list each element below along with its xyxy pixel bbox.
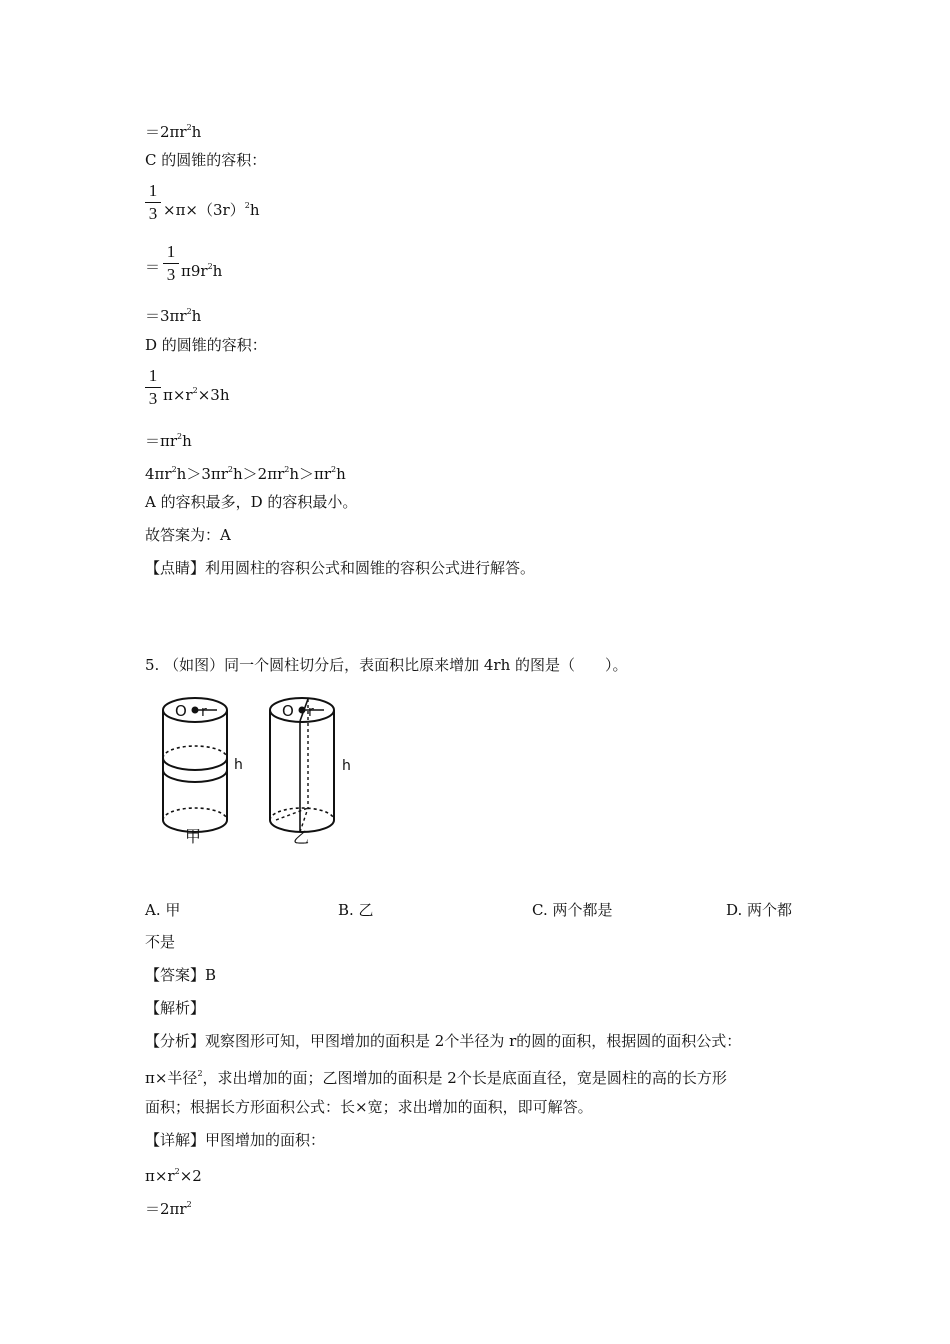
option-a[interactable]: A. 甲 [145, 901, 181, 919]
label-h: h [234, 757, 243, 773]
fraction [145, 182, 161, 223]
analysis-title: 【解析】 [145, 999, 206, 1017]
cylinder-yi [270, 698, 334, 832]
label-h: h [342, 758, 351, 774]
equals-sign: ＝ [145, 258, 161, 276]
center-dot [193, 708, 198, 713]
detail-line: $=2\pi r^2$ [145, 1200, 192, 1218]
bottom-back-arc [270, 808, 334, 820]
label-r: r [308, 704, 314, 720]
label-o: O [175, 702, 187, 720]
option-d-wrap: 不是 [145, 933, 176, 951]
analysis-line: 面积；根据长方形面积公式：长×宽；求出增加的面积，即可解答。 [145, 1098, 593, 1116]
question-stem: 5. （如图）同一个圆柱切分后，表面积比原来增加 4rh 的图是（ ）。 [145, 656, 628, 674]
cut-back-arc [163, 746, 227, 758]
option-b[interactable]: B. 乙 [338, 901, 374, 919]
formula-line: $=\pi r^2h$ [145, 432, 192, 450]
option-c[interactable]: C. 两个都是 [532, 901, 613, 919]
cone-c-title: C 的圆锥的容积： [145, 151, 267, 169]
denominator: 3 [148, 204, 158, 223]
bottom-radius-dash [276, 808, 308, 820]
tip-line: 【点睛】利用圆柱的容积公式和圆锥的容积公式进行解答。 [145, 559, 536, 577]
caption-jia: 甲 [185, 827, 202, 846]
cylinder-jia [163, 698, 227, 832]
conclusion: A 的容积最多，D 的容积最小。 [145, 493, 358, 511]
comparison-line: $4\pi r^2h>3\pi r^2h>2\pi r^2h>\pi r^2h$ [145, 465, 346, 483]
cylinder-figure [150, 690, 370, 860]
cut-front-arc-lower [163, 770, 227, 782]
denominator: 3 [148, 389, 158, 408]
fraction-bar [163, 263, 179, 264]
answer-line: 故答案为：A [145, 526, 231, 544]
formula-line: $\pi 9r^2h$ [181, 262, 223, 280]
fraction [145, 367, 161, 408]
numerator: 1 [148, 181, 158, 200]
analysis-line: 【分析】观察图形可知，甲图增加的面积是 2个半径为 r的圆的面积，根据圆的面积公式： [145, 1032, 742, 1050]
label-r: r [201, 704, 207, 720]
numerator: 1 [166, 242, 176, 261]
bottom-back-arc [163, 808, 227, 820]
option-d[interactable]: D. 两个都 [726, 901, 793, 919]
numerator: 1 [148, 366, 158, 385]
cut-front-arc-upper [163, 758, 227, 770]
formula-line: $=2\pi r^2h$ [145, 123, 202, 141]
caption-yi: 乙 [293, 828, 310, 847]
formula-line: $=3\pi r^2h$ [145, 307, 202, 325]
detail-title: 【详解】甲图增加的面积： [145, 1131, 326, 1149]
detail-line: $\pi\times r^2\times 2$ [145, 1167, 202, 1185]
answer-line: 【答案】B [145, 966, 217, 984]
label-o: O [282, 702, 294, 720]
center-dot [300, 708, 305, 713]
formula-line: $\pi\times r^2\times 3h$ [163, 386, 230, 404]
denominator: 3 [166, 265, 176, 284]
fraction-bar [145, 387, 161, 388]
cone-d-title: D 的圆锥的容积： [145, 336, 267, 354]
fraction [163, 243, 179, 284]
formula-line: $\times\pi\times(3r)^2h$ [163, 201, 260, 219]
fraction-bar [145, 202, 161, 203]
analysis-line: π×半径$^2$，求出增加的面；乙图增加的面积是 2个长是底面直径，宽是圆柱的高的长方形 [145, 1069, 727, 1087]
